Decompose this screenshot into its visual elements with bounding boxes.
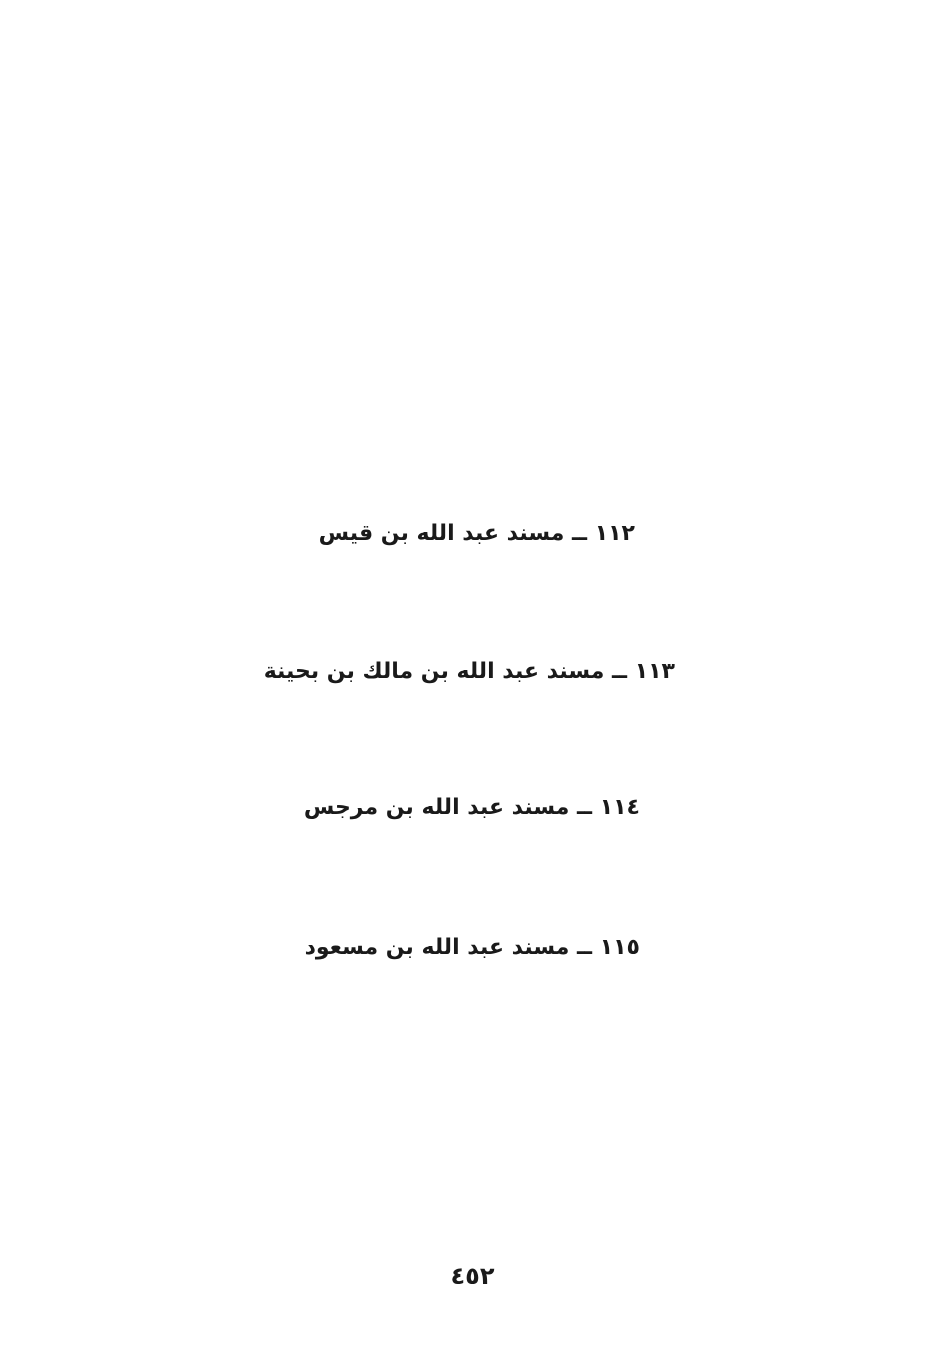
section-heading: ١١٢ ــ مسند عبد الله بن قيس: [318, 521, 635, 546]
section-heading: ١١٥ ــ مسند عبد الله بن مسعود: [304, 935, 640, 960]
section-heading: ١١٤ ــ مسند عبد الله بن مرجس: [303, 795, 640, 820]
page-number: ٤٥٢: [450, 1262, 495, 1290]
section-heading: ١١٣ ــ مسند عبد الله بن مالك بن بحينة: [263, 659, 675, 684]
